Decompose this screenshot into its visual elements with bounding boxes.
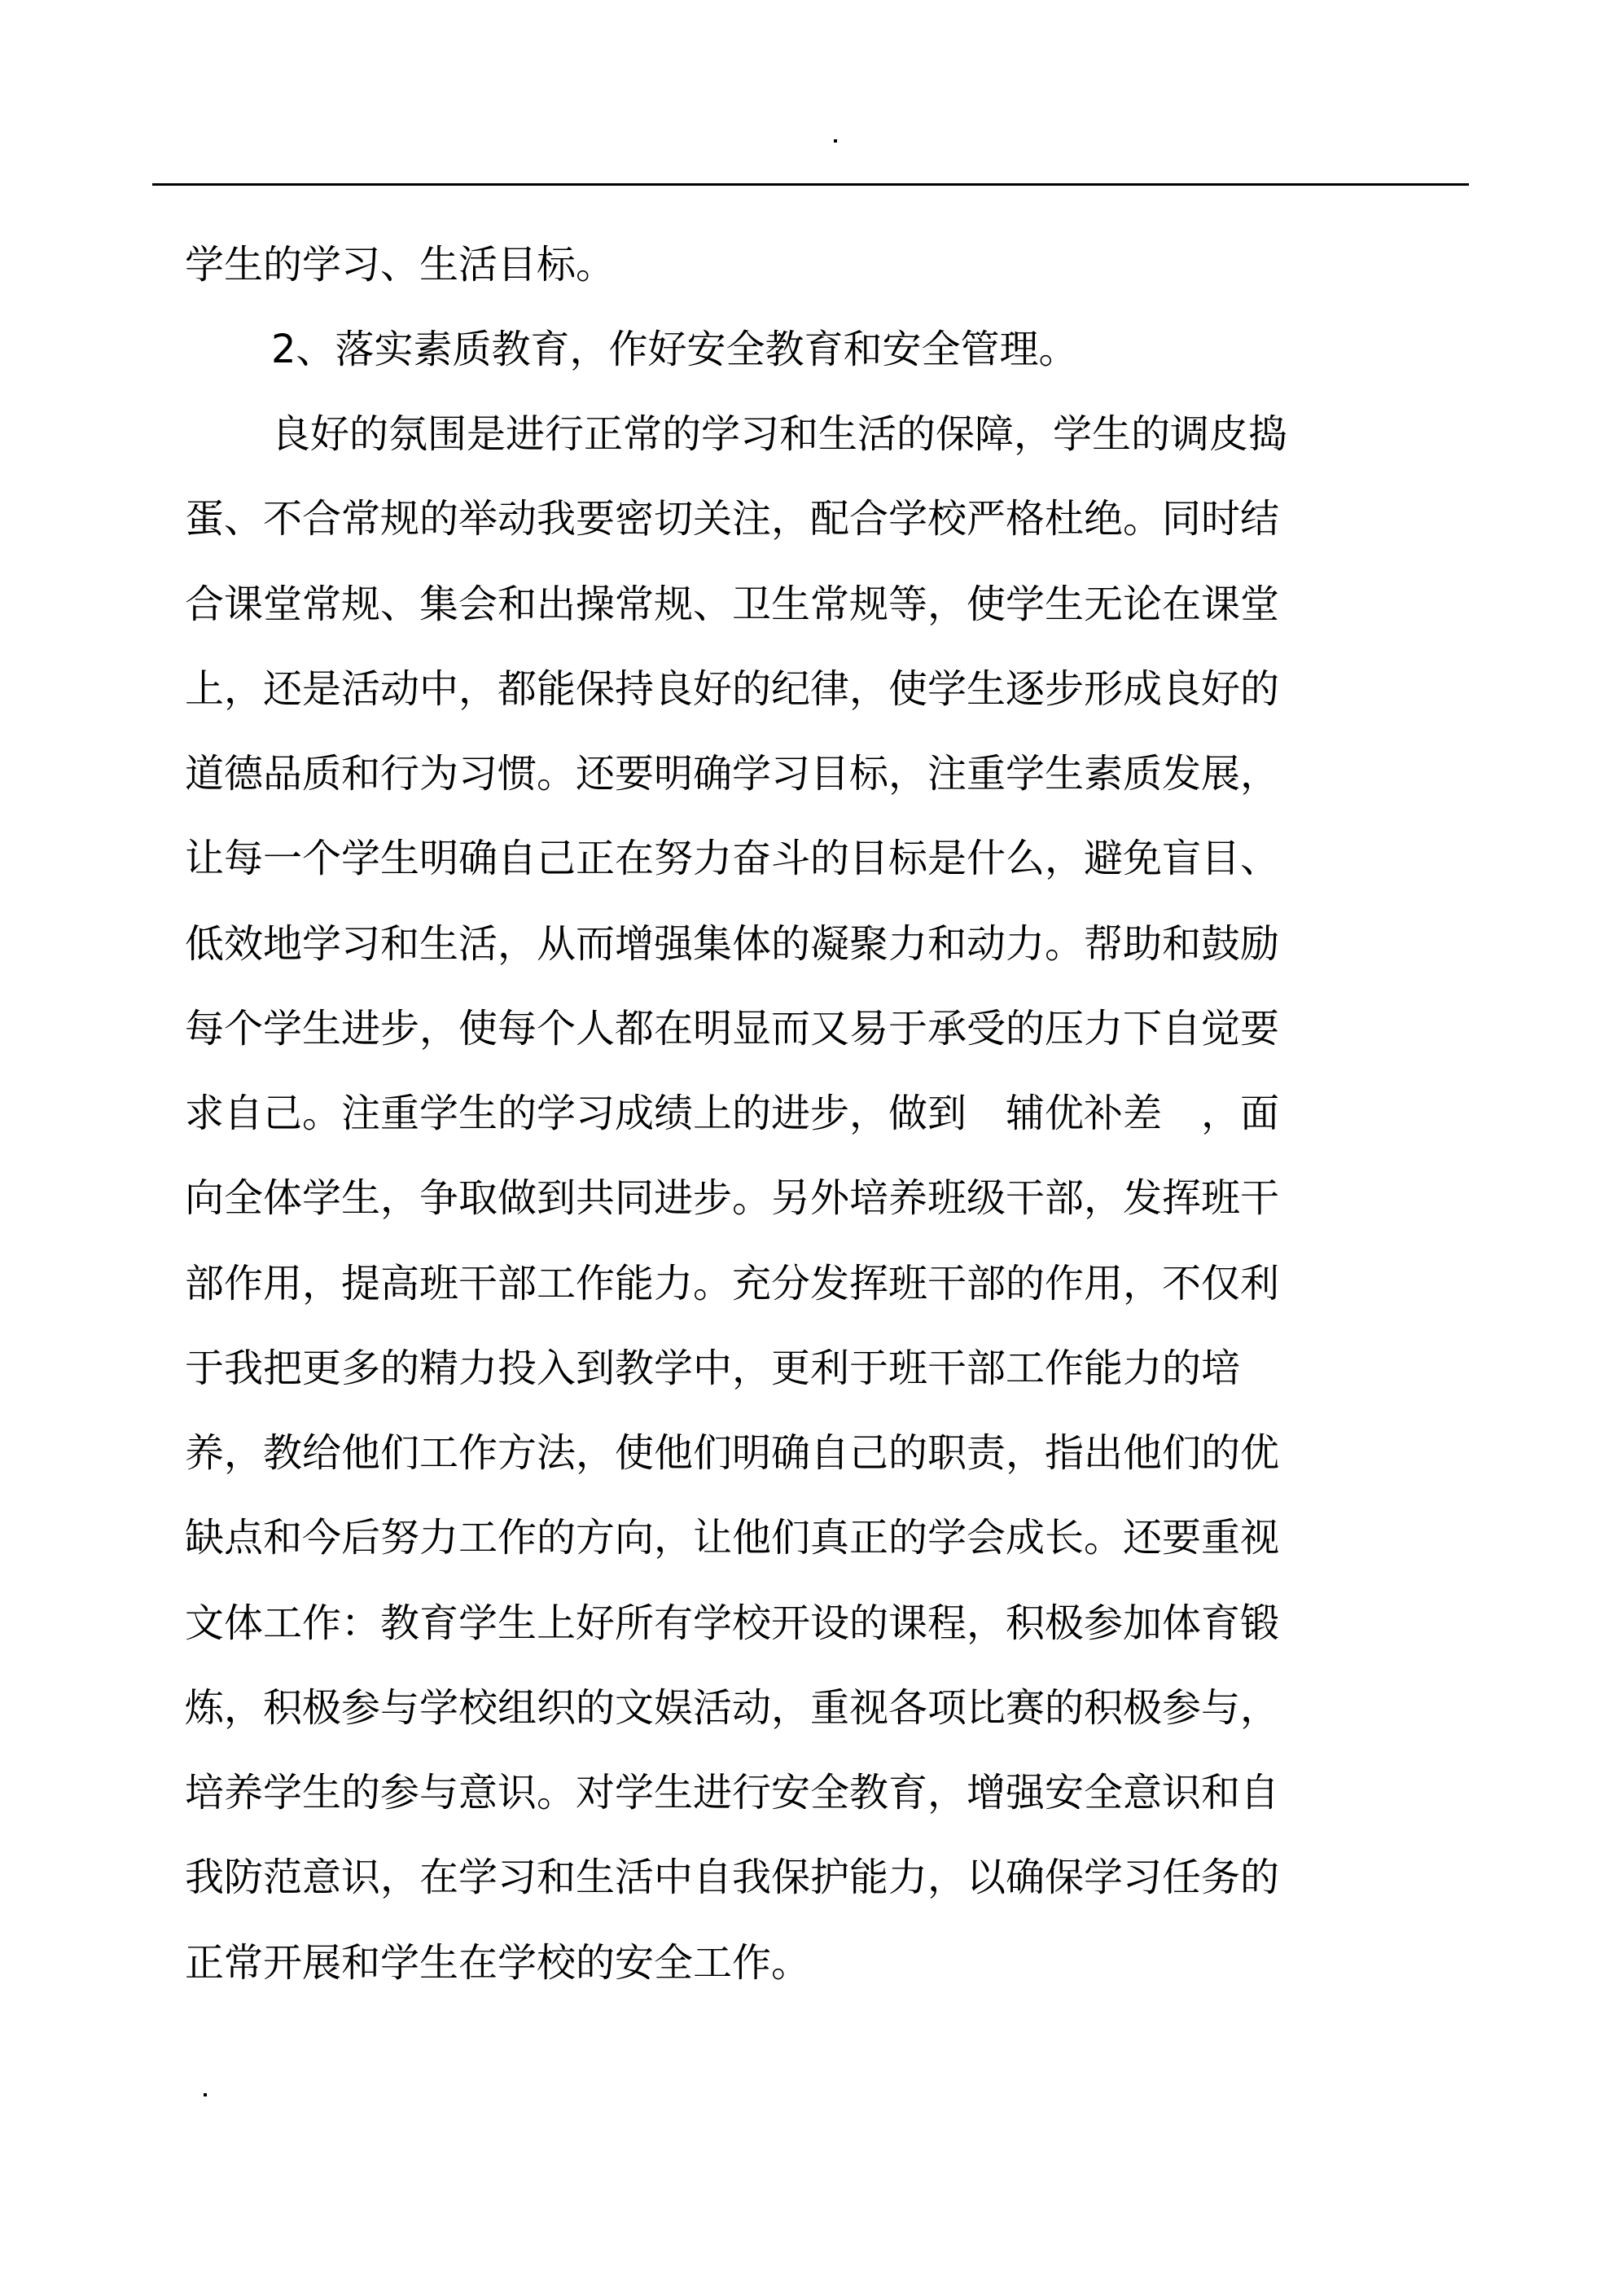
footer-dot-marker	[204, 2093, 207, 2096]
text-line: 低效地学习和生活，从而增强集体的凝聚力和动力。帮助和鼓励	[185, 921, 1280, 967]
text-line: 炼，积极参与学校组织的文娱活动，重视各项比赛的积极参与，	[185, 1685, 1280, 1731]
section-heading: 2、落实素质教育，作好安全教育和安全管理。	[271, 327, 1078, 372]
text-line: 文体工作：教育学生上好所有学校开设的课程，积极参加体育锻	[185, 1600, 1280, 1646]
header-rule	[152, 183, 1469, 186]
text-line: 每个学生进步，使每个人都在明显而又易于承受的压力下自觉要	[185, 1006, 1280, 1051]
text-line: 正常开展和学生在学校的安全工作。	[185, 1940, 811, 1986]
text-line: 部作用，提高班干部工作能力。充分发挥班干部的作用，不仅利	[185, 1261, 1280, 1306]
text-line: 学生的学习、生活目标。	[185, 242, 616, 288]
text-line: 良好的氛围是进行正常的学习和生活的保障，学生的调皮捣	[271, 411, 1288, 457]
text-line: 上，还是活动中，都能保持良好的纪律，使学生逐步形成良好的	[185, 666, 1280, 712]
text-line: 缺点和今后努力工作的方向，让他们真正的学会成长。还要重视	[185, 1515, 1280, 1561]
text-line: 养，教给他们工作方法，使他们明确自己的职责，指出他们的优	[185, 1430, 1280, 1476]
text-line: 合课堂常规、集会和出操常规、卫生常规等，使学生无论在课堂	[185, 582, 1280, 627]
text-line: 让每一个学生明确自己正在努力奋斗的目标是什么，避免盲目、	[185, 836, 1280, 881]
text-line: 培养学生的参与意识。对学生进行安全教育，增强安全意识和自	[185, 1770, 1280, 1815]
text-line: 向全体学生，争取做到共同进步。另外培养班级干部，发挥班干	[185, 1175, 1280, 1221]
text-line: 求自己。注重学生的学习成绩上的进步，做到 辅优补差 ，面	[185, 1091, 1280, 1136]
text-line: 于我把更多的精力投入到教学中，更利于班干部工作能力的培	[185, 1346, 1241, 1391]
header-dot-marker	[834, 139, 837, 143]
text-line: 道德品质和行为习惯。还要明确学习目标，注重学生素质发展，	[185, 751, 1280, 797]
text-line: 蛋、不合常规的举动我要密切关注，配合学校严格杜绝。同时结	[185, 496, 1280, 542]
text-line: 我防范意识，在学习和生活中自我保护能力，以确保学习任务的	[185, 1855, 1280, 1900]
